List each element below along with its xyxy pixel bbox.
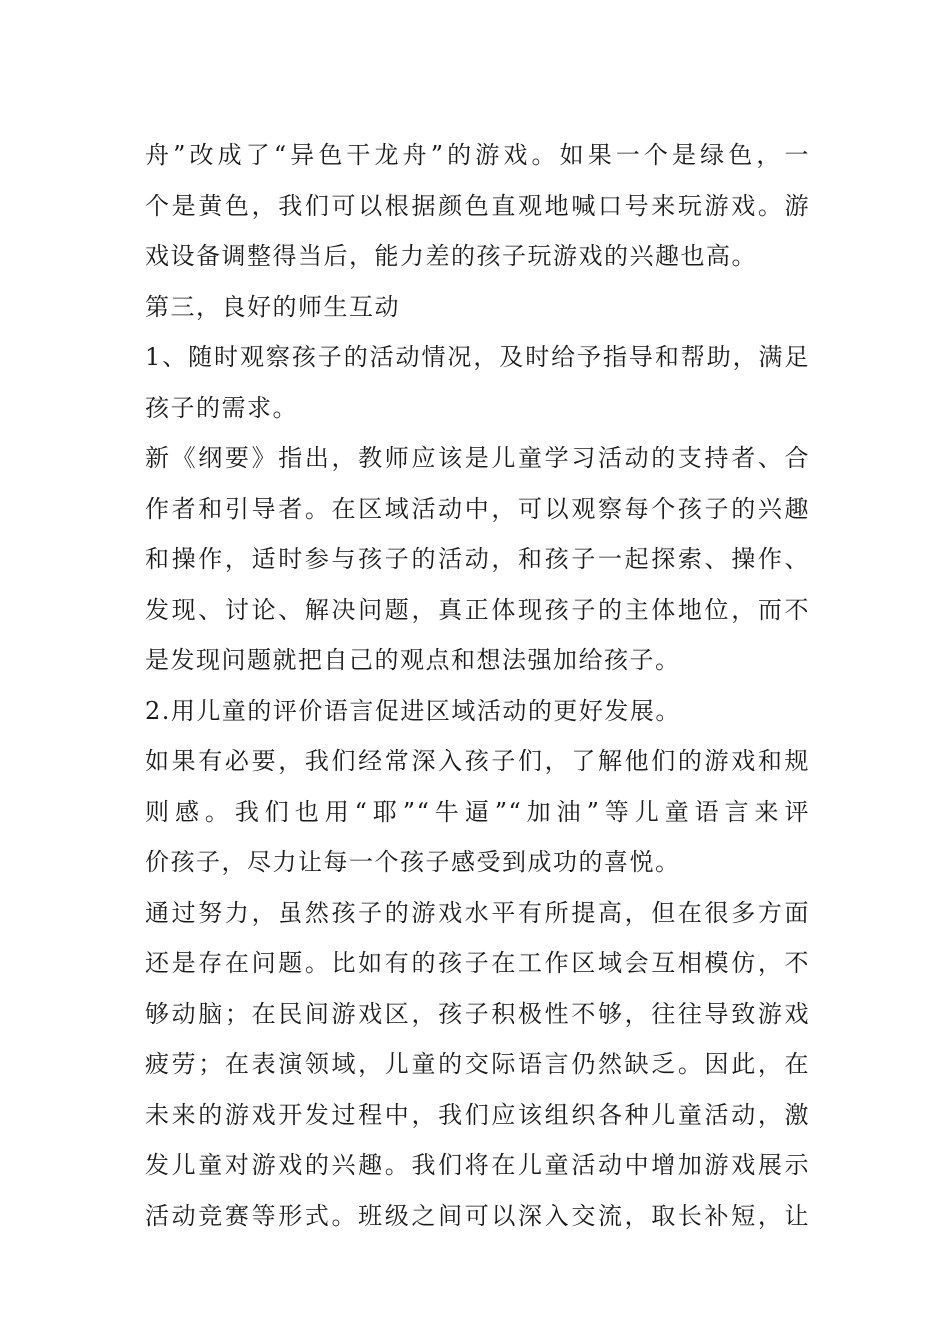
list-item-heading: 孩子的需求。 [145, 393, 298, 422]
body-text [145, 130, 810, 1241]
text-line: 个是黄色，我们可以根据颜色直观地喊口号来玩游戏。游 [145, 191, 810, 220]
text-line: 戏设备调整得当后，能力差的孩子玩游戏的兴趣也高。 [145, 242, 757, 270]
text-line: 发儿童对游戏的兴趣。我们将在儿童活动中增加游戏展示 [145, 1151, 810, 1179]
list-item-heading: 2.用儿童的评价语言促进区域活动的更好发展。 [145, 696, 681, 725]
text-line: 发现、讨论、解决问题，真正体现孩子的主体地位，而不 [145, 595, 810, 624]
text-line: 价孩子，尽力让每一个孩子感受到成功的喜悦。 [145, 848, 681, 876]
text-line: 舟”改成了“异色干龙舟”的游戏。如果一个是绿色，一 [145, 141, 810, 169]
text-line: 疲劳；在表演领域，儿童的交际语言仍然缺乏。因此，在 [145, 1050, 810, 1078]
text-line: 作者和引导者。在区域活动中，可以观察每个孩子的兴趣 [145, 494, 810, 523]
text-line: 新《纲要》指出，教师应该是儿童学习活动的支持者、合 [145, 444, 810, 472]
text-line: 如果有必要，我们经常深入孩子们，了解他们的游戏和规 [145, 747, 810, 775]
text-line: 通过努力，虽然孩子的游戏水平有所提高，但在很多方面 [145, 898, 810, 927]
text-line: 则感。我们也用“耶”“牛逼”“加油”等儿童语言来评 [145, 797, 810, 826]
list-item-heading: 1、随时观察孩子的活动情况，及时给予指导和帮助，满足 [145, 343, 810, 371]
text-line: 和操作，适时参与孩子的活动，和孩子一起探索、操作、 [145, 545, 810, 573]
text-line: 是发现问题就把自己的观点和想法强加给孩子。 [145, 646, 681, 674]
text-line: 活动竞赛等形式。班级之间可以深入交流，取长补短，让 [145, 1201, 810, 1230]
section-heading: 第三，良好的师生互动 [145, 292, 400, 321]
text-line: 够动脑；在民间游戏区，孩子积极性不够，往往导致游戏 [145, 999, 810, 1028]
text-line: 还是存在问题。比如有的孩子在工作区域会互相模仿，不 [145, 949, 810, 977]
text-line: 未来的游戏开发过程中，我们应该组织各种儿童活动，激 [145, 1100, 810, 1129]
